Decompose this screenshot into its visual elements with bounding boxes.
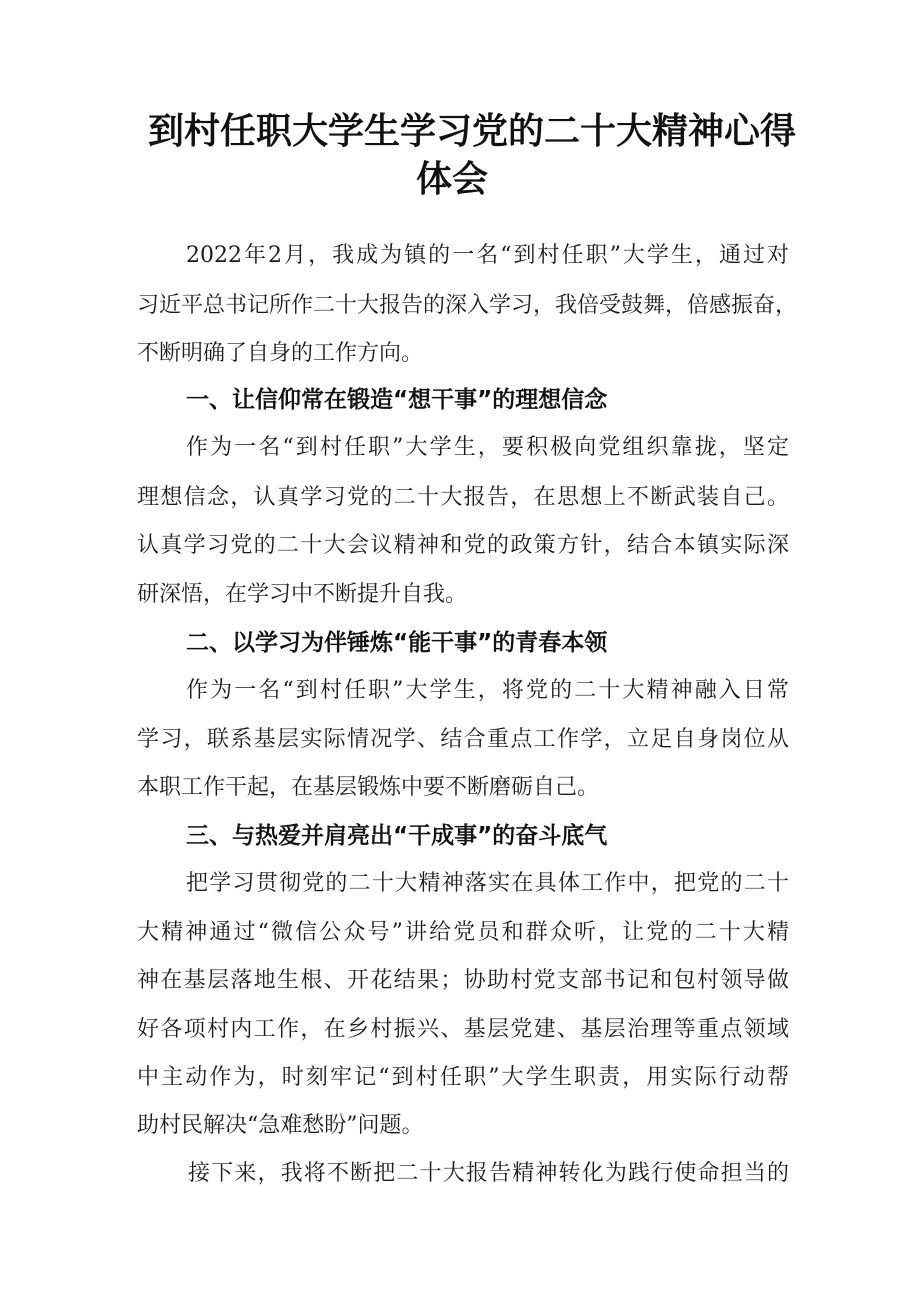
section-1-line-1: 作为一名“到村任职”大学生，要积极向党组织靠拢，坚定 (186, 435, 789, 460)
section-3-line-1: 把学习贯彻党的二十大精神落实在具体工作中，把党的二十 (186, 871, 789, 896)
section-1-line-2: 理想信念，认真学习党的二十大报告，在思想上不断武装自己。 (137, 485, 789, 510)
document-title-line-1: 到村任职大学生学习党的二十大精神心得 (148, 111, 797, 152)
section-2-heading: 二、以学习为伴锤炼“能干事”的青春本领 (186, 630, 608, 656)
section-3-line-4: 好各项村内工作，在乡村振兴、基层党建、基层治理等重点领域 (137, 1017, 789, 1042)
section-3-line-5: 中主动作为，时刻牢记“到村任职”大学生职责，用实际行动帮 (137, 1065, 789, 1090)
document-title-line-2: 体会 (416, 159, 489, 200)
closing-line-1: 接下来，我将不断把二十大报告精神转化为践行使命担当的 (188, 1161, 789, 1186)
section-3-line-2: 大精神通过“微信公众号”讲给党员和群众听，让党的二十大精 (137, 920, 789, 945)
section-3-line-3: 神在基层落地生根、开花结果；协助村党支部书记和包村领导做 (137, 968, 789, 993)
intro-line-1: 2022年2月，我成为镇的一名“到村任职”大学生，通过对 (186, 243, 789, 268)
intro-line-3: 不断明确了自身的工作方向。 (137, 341, 424, 366)
section-1-line-3: 认真学习党的二十大会议精神和党的政策方针，结合本镇实际深 (137, 533, 789, 558)
section-2-line-1: 作为一名“到村任职”大学生，将党的二十大精神融入日常 (186, 678, 789, 703)
section-2-line-2: 学习，联系基层实际情况学、结合重点工作学，立足自身岗位从 (137, 727, 789, 752)
section-3-line-6: 助村民解决“急难愁盼”问题。 (137, 1113, 424, 1138)
section-2-line-3: 本职工作干起，在基层锻炼中要不断磨砺自己。 (137, 775, 600, 800)
section-1-line-4: 研深悟，在学习中不断提升自我。 (137, 582, 468, 607)
intro-line-2: 习近平总书记所作二十大报告的深入学习，我倍受鼓舞，倍感振奋， (137, 293, 798, 318)
section-1-heading: 一、让信仰常在锻造“想干事”的理想信念 (186, 387, 608, 413)
section-3-heading: 三、与热爱并肩亮出“干成事”的奋斗底气 (186, 823, 608, 849)
